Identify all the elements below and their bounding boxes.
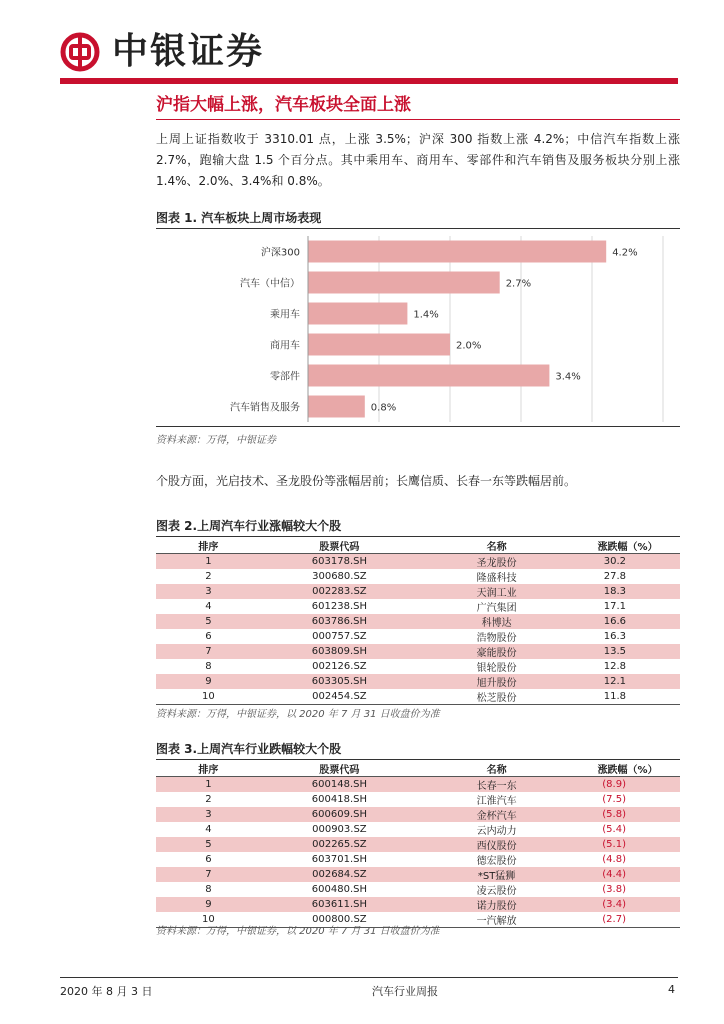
table-cell: 3 xyxy=(156,807,261,822)
table3-title: 图表 3.上周汽车行业跌幅较大个股 xyxy=(156,742,342,756)
chart-data-label: 4.2% xyxy=(612,247,638,259)
table-cell: 9 xyxy=(156,897,261,912)
chart-bar xyxy=(308,334,450,356)
table-row xyxy=(156,897,680,912)
chart-category-label: 汽车销售及服务 xyxy=(230,402,300,414)
table-cell: 17.1 xyxy=(603,601,626,612)
table-cell: 5 xyxy=(156,837,261,852)
table3-source: 资料来源：万得，中银证券，以 2020 年 7 月 31 日收盘价为准 xyxy=(156,926,440,937)
bank-of-china-logo-icon xyxy=(60,32,100,72)
chart-category-label: 沪深300 xyxy=(260,247,300,259)
table-cell: 7 xyxy=(156,867,261,882)
table-row xyxy=(156,584,680,599)
table-cell: (7.5) xyxy=(602,794,626,805)
figure1-title: 图表 1. 汽车板块上周市场表现 xyxy=(156,211,322,225)
table-cell: 002283.SZ xyxy=(261,584,418,599)
chart-bar xyxy=(308,303,407,325)
chart-bar xyxy=(308,241,606,263)
table-row xyxy=(156,807,680,822)
table-row xyxy=(156,569,680,584)
table-row xyxy=(156,822,680,837)
table-cell: (5.4) xyxy=(602,824,626,835)
table-cell: 600480.SH xyxy=(311,884,367,895)
table-cell: 8 xyxy=(205,661,212,672)
table-cell: 云内动力 xyxy=(476,826,517,837)
table-cell: 浩物股份 xyxy=(476,633,517,644)
table-cell: 603809.SH xyxy=(261,644,418,659)
table-cell: 1 xyxy=(156,554,261,570)
table-cell: 金杯汽车 xyxy=(418,807,575,822)
table-row xyxy=(156,777,680,793)
figure1-rule xyxy=(156,228,680,229)
table-cell: 广汽集团 xyxy=(476,603,517,614)
header-rule xyxy=(60,78,678,84)
table-header-cell: 名称 xyxy=(418,760,575,777)
table-cell: 11.8 xyxy=(575,689,680,705)
table-cell: 12.8 xyxy=(603,661,626,672)
footer-page-number: 4 xyxy=(668,983,675,996)
table-cell: 凌云股份 xyxy=(476,886,517,897)
table-cell: 300680.SZ xyxy=(312,571,367,582)
table-row xyxy=(156,674,680,689)
table-cell: 4 xyxy=(205,601,212,612)
table-cell: 隆盛科技 xyxy=(476,573,517,584)
table-cell: 10 xyxy=(156,912,261,928)
table-header-cell: 排序 xyxy=(156,760,261,777)
table-cell: 600609.SH xyxy=(261,807,418,822)
table-cell: (3.8) xyxy=(602,884,626,895)
table-cell: 旭升股份 xyxy=(418,674,575,689)
table-cell: 9 xyxy=(156,674,261,689)
table-cell: 000800.SZ xyxy=(261,912,418,928)
table-cell: 豪能股份 xyxy=(418,644,575,659)
table-cell: 16.3 xyxy=(603,631,626,642)
table-cell: 8 xyxy=(205,884,212,895)
table-cell: 1 xyxy=(156,777,261,793)
table-cell: (2.7) xyxy=(575,912,680,928)
table-cell: 10 xyxy=(156,689,261,705)
table-cell: (5.8) xyxy=(575,807,680,822)
table-cell: 603178.SH xyxy=(261,554,418,570)
chart-category-label: 零部件 xyxy=(270,371,300,383)
table-header-cell: 涨跌幅（%） xyxy=(575,537,680,554)
table-cell: (8.9) xyxy=(575,777,680,793)
table-cell: 银轮股份 xyxy=(476,663,517,674)
table-cell: 6 xyxy=(205,854,212,865)
brand-name: 中银证券 xyxy=(112,31,265,72)
table-cell: 603611.SH xyxy=(261,897,418,912)
table-cell: 000757.SZ xyxy=(312,631,367,642)
chart-category-label: 商用车 xyxy=(270,340,300,352)
table-cell: 3 xyxy=(156,584,261,599)
footer-rule xyxy=(60,977,678,978)
table-cell: 德宏股份 xyxy=(476,856,517,867)
chart-data-label: 3.4% xyxy=(555,371,581,383)
table-cell: (3.4) xyxy=(575,897,680,912)
section-rule xyxy=(156,119,680,120)
chart-bars xyxy=(308,241,606,418)
table-cell: 天润工业 xyxy=(418,584,575,599)
table-row xyxy=(156,629,680,644)
table-row xyxy=(156,867,680,882)
table-cell: 16.6 xyxy=(575,614,680,629)
table-row xyxy=(156,852,680,867)
table-cell: 601238.SH xyxy=(311,601,367,612)
table-row xyxy=(156,614,680,629)
table-header-cell: 名称 xyxy=(418,537,575,554)
table-cell: (4.4) xyxy=(575,867,680,882)
section-title: 沪指大幅上涨，汽车板块全面上涨 xyxy=(156,95,411,115)
table-row xyxy=(156,659,680,674)
table-cell: 603701.SH xyxy=(311,854,367,865)
table-row xyxy=(156,882,680,897)
figure1-source: 资料来源：万得，中银证券 xyxy=(156,435,276,446)
table-cell: 12.1 xyxy=(575,674,680,689)
table-cell: 603305.SH xyxy=(261,674,418,689)
top-gainers-table xyxy=(156,537,680,705)
table-cell: 002454.SZ xyxy=(261,689,418,705)
sector-performance-chart xyxy=(156,230,680,426)
table-cell: 13.5 xyxy=(575,644,680,659)
table-row xyxy=(156,792,680,807)
stock-summary-paragraph: 个股方面，光启技术、圣龙股份等涨幅居前；长鹰信质、长春一东等跌幅居前。 xyxy=(156,474,577,488)
table-row xyxy=(156,554,680,570)
table-cell: 27.8 xyxy=(603,571,626,582)
table-cell: 30.2 xyxy=(575,554,680,570)
table-cell: 002684.SZ xyxy=(261,867,418,882)
table-cell: 5 xyxy=(156,614,261,629)
market-summary-paragraph: 上周上证指数收于 3310.01 点，上涨 3.5%；沪深 300 指数上涨 4.2%；中信汽车指数上涨 2.7%，跑输大盘 1.5 个百分点。其中乘用车、商用车、零部件和汽车销售及服务板块分别上涨 1.4%、2.0%、3.4%和 0.8%。 xyxy=(156,132,680,188)
table-cell: 600148.SH xyxy=(261,777,418,793)
chart-data-label: 1.4% xyxy=(413,309,439,321)
chart-bar xyxy=(308,365,549,387)
table-header-cell: 股票代码 xyxy=(261,760,418,777)
chart-data-label: 0.8% xyxy=(370,402,397,414)
table-cell: 西仪股份 xyxy=(418,837,575,852)
chart-grid xyxy=(379,236,663,422)
chart-data-label: 2.0% xyxy=(456,340,482,352)
chart-category-label: 汽车（中信） xyxy=(240,278,300,290)
table2-source: 资料来源：万得，中银证券，以 2020 年 7 月 31 日收盘价为准 xyxy=(156,709,440,720)
table-cell: 2 xyxy=(205,571,212,582)
footer-date: 2020 年 8 月 3 日 xyxy=(60,985,153,998)
table-cell: 000903.SZ xyxy=(312,824,367,835)
table-row xyxy=(156,599,680,614)
table-cell: 600418.SH xyxy=(311,794,367,805)
figure1-bottom-rule xyxy=(156,426,680,427)
table-cell: 7 xyxy=(156,644,261,659)
footer-report-title: 汽车行业周报 xyxy=(372,985,438,998)
top-losers-table xyxy=(156,760,680,928)
chart-bar xyxy=(308,272,500,294)
table-row xyxy=(156,689,680,705)
table-cell: 诺力股份 xyxy=(418,897,575,912)
chart-data-label: 2.7% xyxy=(505,278,532,290)
table-cell: 002265.SZ xyxy=(261,837,418,852)
table-cell: 002126.SZ xyxy=(312,661,367,672)
table-cell: 18.3 xyxy=(575,584,680,599)
table-cell: 4 xyxy=(205,824,212,835)
table-cell: (4.8) xyxy=(602,854,626,865)
table-cell: *ST猛狮 xyxy=(418,867,575,882)
table-row xyxy=(156,644,680,659)
table-cell: 圣龙股份 xyxy=(418,554,575,570)
table2-title: 图表 2.上周汽车行业涨幅较大个股 xyxy=(156,519,342,533)
table-cell: 6 xyxy=(205,631,212,642)
table-cell: 松芝股份 xyxy=(418,689,575,705)
chart-category-labels xyxy=(230,246,300,414)
table-cell: 603786.SH xyxy=(261,614,418,629)
table-cell: 长春一东 xyxy=(418,777,575,793)
table-header-cell: 排序 xyxy=(156,537,261,554)
table-cell: 一汽解放 xyxy=(418,912,575,928)
table-row xyxy=(156,837,680,852)
chart-bar xyxy=(308,396,365,418)
table-header-cell: 涨跌幅（%） xyxy=(575,760,680,777)
table-header-cell: 股票代码 xyxy=(261,537,418,554)
table-cell: (5.1) xyxy=(575,837,680,852)
table-cell: 2 xyxy=(205,794,212,805)
table-cell: 江淮汽车 xyxy=(476,796,517,807)
table-cell: 科博达 xyxy=(418,614,575,629)
chart-category-label: 乘用车 xyxy=(270,309,300,321)
